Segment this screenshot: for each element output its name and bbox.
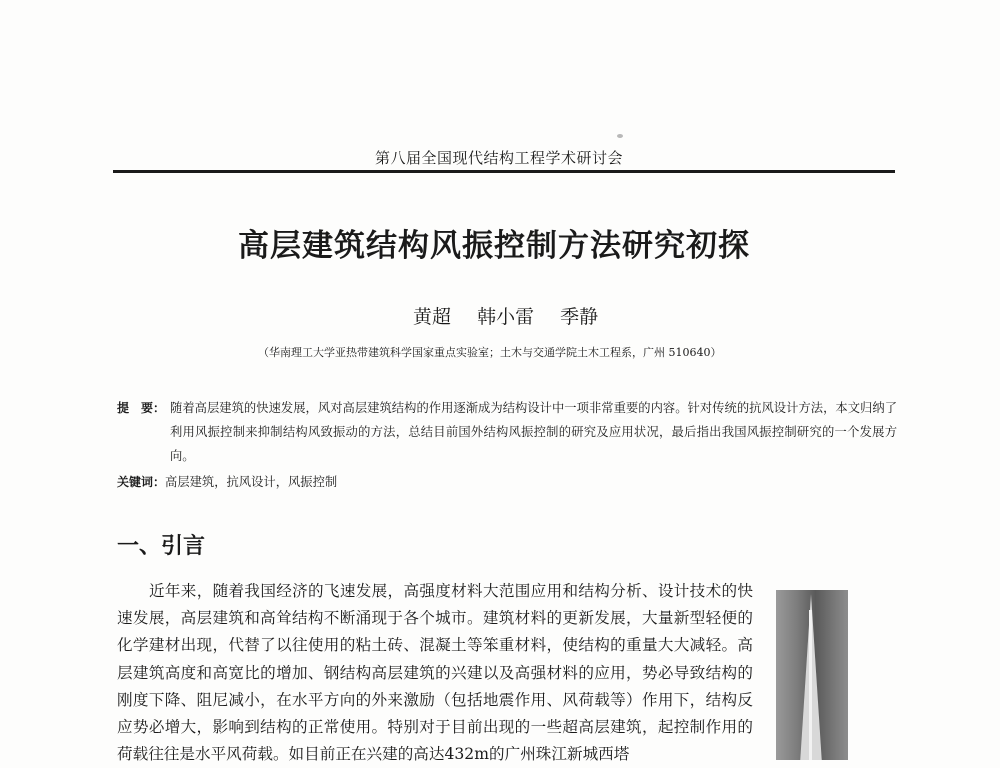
- keywords-text: 高层建筑，抗风设计，风振控制: [165, 475, 338, 489]
- abstract-label: 提 要：: [117, 401, 166, 415]
- scan-speck: [617, 134, 623, 138]
- author-affiliation: （华南理工大学亚热带建筑科学国家重点实验室；土木与交通学院土木工程系，广州 510640）: [258, 346, 722, 359]
- author-list: [413, 302, 618, 329]
- abstract-text: 随着高层建筑的快速发展，风对高层建筑结构的作用逐渐成为结构设计中一项非常重要的内容。针对传统的抗风设计方法，本文归纳了利用风振控制来抑制结构风致振动的方法，总结目前国外结构风振控制的研究及应用状况，最后指出我国风振控制研究的一个发展方向。: [170, 401, 897, 463]
- header-rule: [113, 170, 895, 173]
- keywords: [117, 470, 897, 494]
- conference-header: 第八届全国现代结构工程学术研讨会: [375, 149, 624, 167]
- author-name: 黄超: [413, 306, 452, 328]
- paper-title: 高层建筑结构风振控制方法研究初探: [238, 228, 750, 264]
- author-name: 季静: [560, 306, 599, 328]
- keywords-label: 关键词：: [117, 475, 166, 489]
- section-paragraph: 近年来，随着我国经济的飞速发展，高强度材料大范围应用和结构分析、设计技术的快速发展，高层建筑和高耸结构不断涌现于各个城市。建筑材料的更新发展，大量新型轻便的化学建材出现，代替了以往使用的粘土砖、混凝土等笨重材料，使结构的重量大大减轻。高层建筑高度和高宽比的增加、钢结构高层建筑的兴建以及高强材料的应用，势必导致结构的刚度下降、阻尼减小，在水平方向的外来激励（包括地震作用、风荷载等）作用下，结构反应势必增大，影响到结构的正常使用。特别对于目前出现的一些超高层建筑，起控制作用的荷载往往是水平风荷载。如目前正在兴建的高达432m的广州珠江新城西塔: [117, 582, 753, 764]
- tower-photo: [776, 590, 848, 760]
- section-heading: 一、引言: [117, 534, 206, 559]
- tower-highlight: [809, 610, 812, 760]
- author-name: 韩小雷: [477, 306, 535, 328]
- abstract: [117, 396, 897, 468]
